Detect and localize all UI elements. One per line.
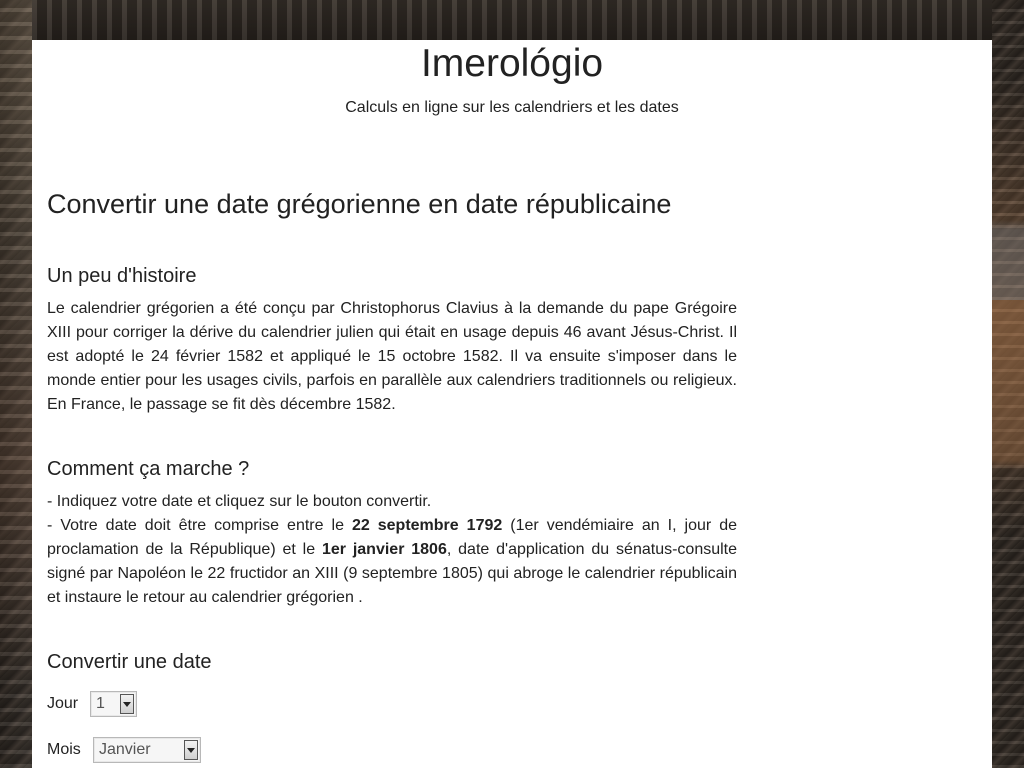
month-label: Mois xyxy=(47,741,81,759)
background-image-right xyxy=(992,0,1024,768)
background-image-left xyxy=(0,0,32,768)
howto-text xyxy=(47,490,737,610)
page-title: Convertir une date grégorienne en date républicaine xyxy=(47,189,672,219)
chevron-down-icon[interactable] xyxy=(184,740,198,760)
howto-line-2-mid: (1er vendémiaire an I, jour de proclamation de la République) et le xyxy=(47,517,737,559)
main-content xyxy=(47,188,737,765)
history-text: Le calendrier grégorien a été conçu par Christophorus Clavius à la demande du pape Grégoire XIII pour corriger la dérive du calendrier julien qui était en usage depuis 46 avant Jésus-Christ. Il est adopté le 24 février 1582 et appliqué le 15 octobre 1582. Il va ensuite s'imposer dans le monde entier pour les usages civils, parfois en parallèle aux calendriers traditionnels ou religieux. En France, le passage se fit dès décembre 1582. xyxy=(47,300,737,414)
start-date: 22 septembre 1792 xyxy=(351,517,503,535)
day-row xyxy=(47,689,737,719)
convert-heading: Convertir une date xyxy=(47,651,212,674)
day-select-value: 1 xyxy=(96,695,105,713)
howto-line-1: - Indiquez votre date et cliquez sur le bouton convertir. xyxy=(47,493,432,511)
page-container xyxy=(32,40,992,768)
day-label: Jour xyxy=(47,695,79,713)
history-section xyxy=(47,264,737,417)
howto-heading: Comment ça marche ? xyxy=(47,458,250,481)
end-date: 1er janvier 1806 xyxy=(321,541,447,559)
howto-section xyxy=(47,457,737,610)
history-heading: Un peu d'histoire xyxy=(47,265,197,288)
chevron-down-icon[interactable] xyxy=(120,694,134,714)
month-select-value: Janvier xyxy=(99,741,151,759)
howto-line-2-suffix: , date d'application du sénatus-consulte signé par Napoléon le 22 fructidor an XIII (9 septembre 1805) qui abroge le calendrier républicain et instaure le retour au calendrier grégorien . xyxy=(47,541,738,607)
month-row xyxy=(47,735,737,765)
site-title[interactable]: Imerológio xyxy=(420,42,604,85)
convert-form xyxy=(47,650,737,765)
background-image-top xyxy=(32,0,992,40)
day-select[interactable] xyxy=(90,691,137,717)
howto-line-2-prefix: - Votre date doit être comprise entre le xyxy=(47,517,352,535)
site-subtitle: Calculs en ligne sur les calendriers et les dates xyxy=(345,99,679,116)
month-select[interactable] xyxy=(93,737,201,763)
